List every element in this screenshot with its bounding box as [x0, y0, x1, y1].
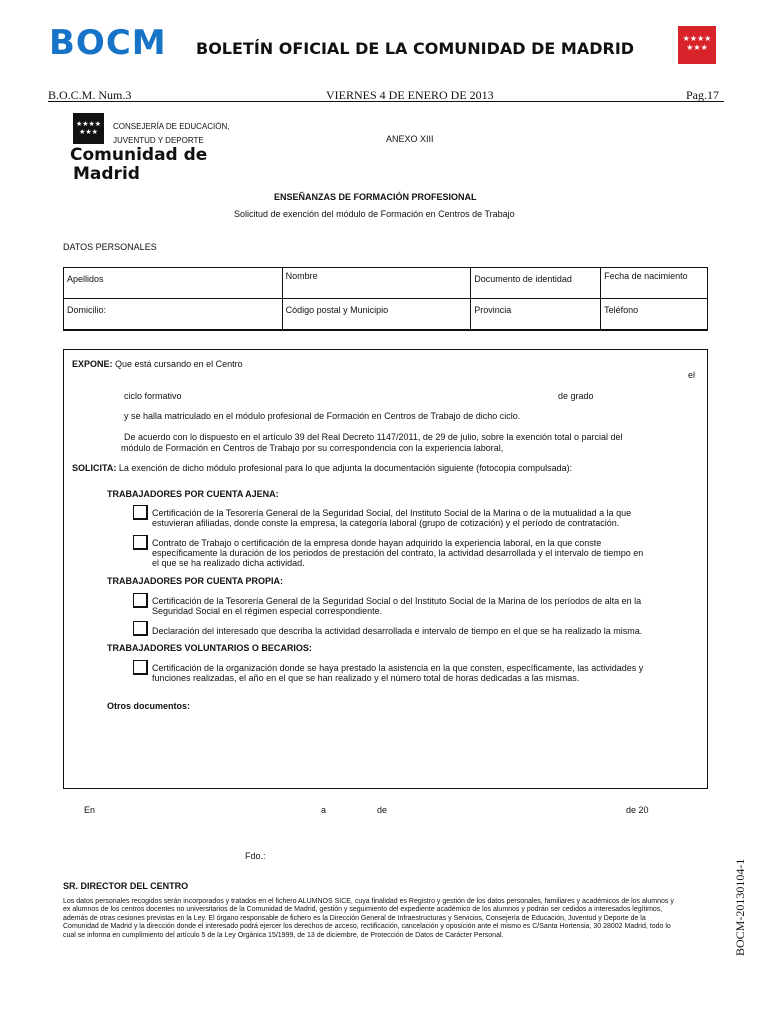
- cuenta-propia-heading: TRABAJADORES POR CUENTA PROPIA:: [107, 576, 284, 586]
- voluntarios-item-1-line1: Certificación de la organización donde se haya prestado la asistencia en la que consten, específicamente, las actividades y: [152, 663, 644, 673]
- annex-label: ANEXO XIII: [386, 134, 434, 144]
- solicita-line: [72, 463, 572, 473]
- ajena-item-1-line2: estuvieran afiliadas, donde conste la empresa, la categoría laboral (grupo de cotización) y el período de contratación.: [152, 518, 620, 528]
- privacy-line: además de otras cesiones previstas en la Ley. El órgano responsable de fichero es la Dirección General de Infraestructuras y Servicios, Consejería de Educación, Juventud y Deporte de la: [63, 914, 646, 922]
- consejeria-line1: CONSEJERÍA DE EDUCACIÓN,: [113, 122, 230, 131]
- fdo-label: Fdo.:: [245, 851, 266, 861]
- documento-field[interactable]: Documento de identidad: [471, 268, 601, 299]
- page-number: Pag.17: [686, 88, 719, 102]
- de-grado-label: de grado: [558, 391, 594, 401]
- propia-item-1: [152, 596, 641, 616]
- solicita-label: SOLICITA:: [72, 463, 117, 473]
- ajena-item-1-line1: Certificación de la Tesorería General de la Seguridad Social, del Instituto Social de la Marina o de la mutualidad a la que: [152, 508, 632, 518]
- privacy-line: Comunidad de Madrid y la dirección donde el interesado podrá ejercer los derechos de acceso, rectificación, cancelación y oposición ante el mismo es C/Santa Hortensia, 30 28002 Madrid, todo lo: [63, 923, 671, 931]
- bulletin-number: B.O.C.M. Num.3: [48, 88, 132, 102]
- propia-item-1-line2: Seguridad Social en el régimen especial correspondiente.: [152, 606, 383, 616]
- telefono-field[interactable]: Teléfono: [601, 299, 708, 331]
- privacy-line: cual se informa en cumplimiento del artículo 5 de la Ley Orgánica 15/1999, de 13 de diciembre, de Protección de Datos de Carácter Personal.: [63, 931, 504, 939]
- header-rule: [48, 101, 724, 102]
- checkbox-voluntarios-1[interactable]: [133, 660, 148, 675]
- director-label: SR. DIRECTOR DEL CENTRO: [63, 881, 189, 891]
- fecha-nacimiento-field[interactable]: Fecha de nacimiento: [601, 268, 708, 299]
- comunidad-line1: Comunidad de: [70, 145, 208, 165]
- ajena-item-2-line2: específicamente la duración de los periodos de prestación del contrato, la actividad desarrollada y el intervalo de tiempo en: [152, 548, 644, 558]
- checkbox-propia-2[interactable]: [133, 621, 148, 636]
- voluntarios-item-1-line2: funciones realizadas, el año en el que se han realizado y el número total de horas dedicadas a las mismas.: [152, 673, 580, 683]
- ajena-item-2-line1: Contrato de Trabajo o certificación de la empresa donde hayan adquirido la experiencia laboral, en la que conste: [152, 538, 602, 548]
- ciclo-formativo-label: ciclo formativo: [124, 391, 182, 401]
- signature-a: a: [321, 805, 327, 815]
- expone-label: EXPONE:: [72, 359, 113, 369]
- matriculado-text: y se halla matriculado en el módulo profesional de Formación en Centros de Trabajo de dicho ciclo.: [124, 411, 521, 421]
- ajena-item-2-line3: el que se ha realizado dicha actividad.: [152, 558, 305, 568]
- datos-personales-table: [63, 267, 708, 331]
- table-row: [64, 268, 708, 299]
- voluntarios-heading: TRABAJADORES VOLUNTARIOS O BECARIOS:: [107, 643, 312, 653]
- provincia-field[interactable]: Provincia: [471, 299, 601, 331]
- ajena-item-1: [152, 508, 631, 528]
- codigo-postal-field[interactable]: Código postal y Municipio: [282, 299, 471, 331]
- flag-stars-icon: ★★★★ ★★★: [682, 34, 712, 52]
- expone-text: Que está cursando en el Centro: [115, 359, 243, 369]
- nombre-field[interactable]: Nombre: [282, 268, 471, 299]
- apellidos-field[interactable]: Apellidos: [64, 268, 283, 299]
- otros-documentos-label: Otros documentos:: [107, 701, 191, 711]
- voluntarios-item-1: [152, 663, 643, 683]
- bulletin-title: BOLETÍN OFICIAL DE LA COMUNIDAD DE MADRID: [196, 39, 635, 58]
- comunidad-line2: Madrid: [73, 164, 140, 184]
- form-title: ENSEÑANZAS DE FORMACIÓN PROFESIONAL: [274, 192, 477, 202]
- madrid-flag-logo: [678, 26, 716, 64]
- comunidad-madrid-logo: [73, 113, 104, 144]
- side-document-code: BOCM-20130104-1: [733, 858, 747, 956]
- propia-item-1-line1: Certificación de la Tesorería General de la Seguridad Social o del Instituto Social de la Marina de los períodos de alta en la: [152, 596, 642, 606]
- logo-stars-icon: ★★★★ ★★★: [75, 121, 102, 136]
- checkbox-ajena-2[interactable]: [133, 535, 148, 550]
- acuerdo-text-2: módulo de Formación en Centros de Trabajo por su correspondencia con la experiencia laboral,: [121, 443, 504, 453]
- consejeria-name: [113, 120, 229, 148]
- ajena-item-2: [152, 538, 643, 568]
- cuenta-ajena-heading: TRABAJADORES POR CUENTA AJENA:: [107, 489, 279, 499]
- checkbox-propia-1[interactable]: [133, 593, 148, 608]
- solicita-text: La exención de dicho módulo profesional para lo que adjunta la documentación siguiente (fotocopia compulsada):: [118, 463, 573, 473]
- comunidad-name: [70, 146, 207, 184]
- privacy-line: Los datos personales recogidos serán incorporados y tratados en el fichero ALUMNOS SICE, cuya finalidad es Registro y gestión de los datos personales, familiares y académicos de los alumnos y: [63, 898, 674, 905]
- consejeria-line2: JUVENTUD Y DEPORTE: [113, 136, 204, 145]
- domicilio-field[interactable]: Domicilio:: [64, 299, 283, 331]
- bocm-logo: BOCM: [49, 23, 167, 63]
- expone-el: el: [688, 370, 696, 380]
- signature-de: de: [377, 805, 388, 815]
- propia-item-2: Declaración del interesado que describa la actividad desarrollada e intervalo de tiempo en el que se ha realizado la misma.: [152, 626, 643, 636]
- datos-personales-heading: DATOS PERSONALES: [63, 242, 157, 252]
- signature-year: de 20: [626, 805, 649, 815]
- signature-en: En: [84, 805, 96, 815]
- acuerdo-text-1: De acuerdo con lo dispuesto en el artículo 39 del Real Decreto 1147/2011, de 29 de julio, sobre la exención total o parcial del: [124, 432, 623, 442]
- form-subtitle: Solicitud de exención del módulo de Formación en Centros de Trabajo: [234, 209, 515, 219]
- privacy-notice: [63, 898, 713, 940]
- bulletin-date: VIERNES 4 DE ENERO DE 2013: [326, 88, 494, 102]
- expone-line: [72, 359, 243, 369]
- table-row: [64, 299, 708, 331]
- checkbox-ajena-1[interactable]: [133, 505, 148, 520]
- privacy-line: ex alumnos de los centros docentes no universitarios de la Comunidad de Madrid, gestión y seguimiento del expediente académico de los alumnos y podrán ser cedidos a interesados legítimos,: [63, 906, 663, 914]
